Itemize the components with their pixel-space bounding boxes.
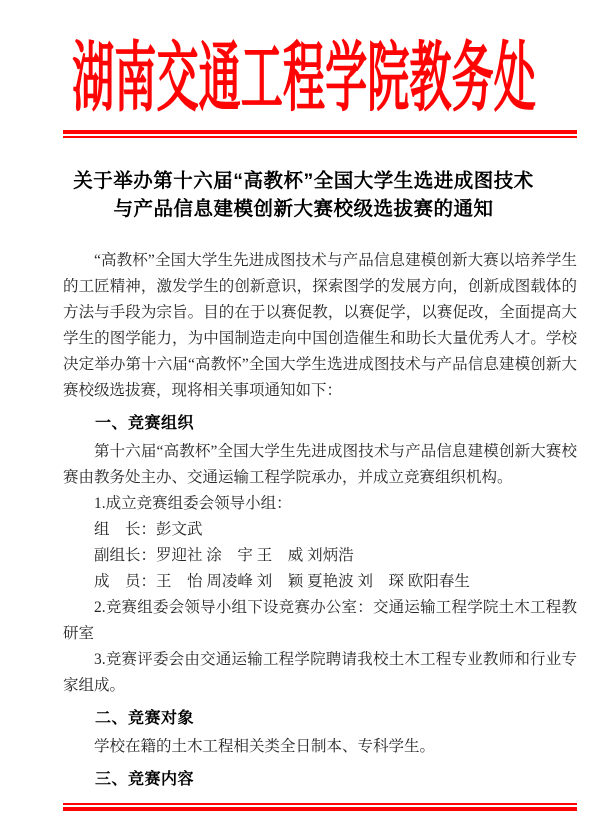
paragraph: 组 长：彭文武 <box>94 521 203 538</box>
document-title <box>0 167 607 223</box>
paragraph: 1.成立竞赛组委会领导小组： <box>94 495 292 512</box>
section-heading: 二、竞赛对象 <box>95 710 195 727</box>
agency-title: 湖南交通工程学院教务处 <box>71 35 536 121</box>
header-double-rule <box>63 130 577 138</box>
document-title-line-1: 关于举办第十六届“高教杯”全国大学生选进成图技术 <box>73 170 534 192</box>
paragraph: “高教杯”全国大学生先进成图技术与产品信息建模创新大赛以培养学生的工匠精神，激发学生的创新意识，探索图学的发展方向，创新成图载体的方法与手段为宗旨。目的在于以赛促教，以赛促学，以赛促改，全面提高大学生的图学能力，为中国制造走向中国创造催生和助长大量优秀人才。学校决定举办第十六届“高教怀”全国大学生选进成图技术与产品信息建模创新大赛校级选拔赛，现将相关事项通知如下： <box>63 252 577 399</box>
document-title-line-2: 与产品信息建模创新大赛校级选拔赛的通知 <box>113 198 494 220</box>
footer-double-rule <box>63 803 577 811</box>
paragraph: 学校在籍的土木工程相关类全日制本、专科学生。 <box>94 738 436 755</box>
section-heading: 三、竞赛内容 <box>95 771 195 788</box>
section-heading: 一、竞赛组织 <box>95 415 195 432</box>
document-body <box>63 248 577 795</box>
agency-title-row <box>0 30 607 126</box>
paragraph: 2.竞赛组委会领导小组下设竞赛办公室：交通运输工程学院土木工程教研室 <box>63 599 577 642</box>
paragraph: 3.竞赛评委会由交通运输工程学院聘请我校土木工程专业教师和行业专家组成。 <box>63 651 577 694</box>
paragraph: 第十六届“高教杯”全国大学生先进成图技术与产品信息建模创新大赛校赛由教务处主办、交通运输工程学院承办，并成立竞赛组织机构。 <box>63 443 577 486</box>
paragraph: 成 员：王 怡 周凌峰 刘 颖 夏艳波 刘 琛 欧阳春生 <box>94 573 470 590</box>
paragraph: 副组长：罗迎社 涂 宇 王 威 刘炳浩 <box>94 547 354 564</box>
